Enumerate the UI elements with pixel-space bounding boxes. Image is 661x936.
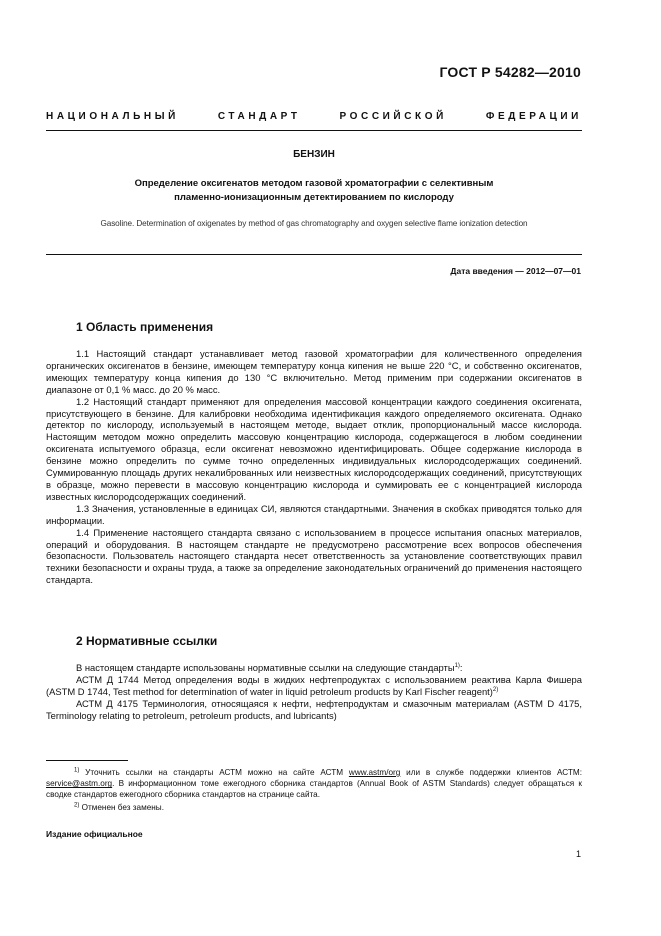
astm-email-link[interactable]: service@astm.org <box>46 779 113 789</box>
footnote-ref-2: 2) <box>492 686 499 693</box>
reference-astm-d1744 <box>46 674 582 698</box>
english-title: Gasoline. Determination of oxigenates by method of gas chromatography and oxygen selective flame ionization detection <box>100 219 528 228</box>
national-word-2: СТАНДАРТ <box>217 111 301 122</box>
section-1-heading: 1 Область применения <box>76 320 214 334</box>
footnote-1 <box>46 767 582 801</box>
footnote-1-text-a: Уточнить ссылки на стандарты АСТМ можно на сайте АСТМ <box>85 768 349 777</box>
national-standard-line <box>46 111 582 122</box>
official-edition-label: Издание официальное <box>46 829 143 839</box>
document-title: БЕНЗИН <box>293 149 335 160</box>
footnote-ref-1: 1) <box>454 662 460 669</box>
references-intro <box>46 662 582 674</box>
subtitle-line-2: пламенно-ионизационным детектированием по кислороду <box>174 192 454 203</box>
section-1-body <box>46 348 582 586</box>
header-rule <box>46 130 582 131</box>
title-rule <box>46 254 582 255</box>
subtitle-line-1: Определение оксигенатов методом газовой хроматографии с селективным <box>134 178 494 189</box>
astm-site-link[interactable]: www.astm/org <box>348 768 401 777</box>
paragraph-1-4: 1.4 Применение настоящего стандарта связано с использованием в процессе испытания опасных материалов, операций и оборудования. В настоящем стандарте не предусмотрено рассмотрение всех вопросов обеспечения безопасности. Пользователь настоящего стандарта несет ответственность за установление соответствующих правил техники безопасности и охраны труда, а также за определение законодательных ограничений до применения настоящего стандарта. <box>46 526 582 586</box>
footnote-2 <box>46 802 582 813</box>
standard-number: ГОСТ Р 54282—2010 <box>439 64 581 80</box>
footnote-1-text-c: . В информационном томе ежегодного сборника стандартов (Annual Book of ASTM Standards) следует обращаться к сводке стандартов ежегодного сборника стандартов на странице сайта. <box>46 779 582 800</box>
footnote-rule <box>46 760 128 761</box>
paragraph-1-2: 1.2 Настоящий стандарт применяют для определения массовой концентрации каждого соединения оксигената, присутствующего в бензине. Для калибровки необходима идентификация каждого определяемого оксигената. Однако детектор по кислороду, используемый в настоящем методе, выдает отклик, пропорциональный массе кислорода. Настоящим методом можно определить массовую концентрацию кислорода, содержащегося в любом соединении оксигената испытуемого образца, если оксигенат невозможно идентифицировать. Общее содержание кислорода в бензине можно определить по сумме точно определенных индивидуальных кислородсодержащих соединений. Суммированную площадь других некалиброванных или неизвестных кислородсодержащих соединений, присутствующих в образце, можно перевести в массовую концентрацию кислорода и суммировать ее с концентрацией кислорода известных кислородсодержащих соединений. <box>46 395 582 502</box>
section-2-body <box>46 662 582 722</box>
references-intro-text: В настоящем стандарте использованы нормативные ссылки на следующие стандарты <box>76 662 455 673</box>
document-subtitle <box>46 177 582 205</box>
footnote-2-text: Отменен без замены. <box>81 803 164 812</box>
references-intro-end: : <box>459 662 463 673</box>
paragraph-1-1: 1.1 Настоящий стандарт устанавливает метод газовой хроматографии для количественного определения органических оксигенатов в бензине, имеющем температуру конца кипения не выше 220 °С, и собственно оксигенатов, имеющих температуру конца кипения до 130 °С включительно. Метод применим при содержании оксигенатов в диапазоне от 0,1 % масс. до 20 % масс. <box>46 348 582 395</box>
page-number: 1 <box>575 849 581 859</box>
national-word-1: НАЦИОНАЛЬНЫЙ <box>46 111 179 122</box>
footnote-1-mark: 1) <box>74 767 80 774</box>
footnote-1-text-b: или в службе поддержки клиентов АСТМ: <box>400 768 582 777</box>
reference-1-text: АСТМ Д 1744 Метод определения воды в жидких нефтепродуктах с использованием реактива Карла Фишера (ASTM D 1744, Test method for determination of water in liquid petroleum products by Karl Fischer reagent) <box>46 673 582 697</box>
footnote-2-mark: 2) <box>74 802 80 809</box>
paragraph-1-3: 1.3 Значения, установленные в единицах СИ, являются стандартными. Значения в скобках приводятся только для информации. <box>46 502 582 526</box>
reference-astm-d4175: АСТМ Д 4175 Терминология, относящаяся к нефти, нефтепродуктам и смазочным материалам (ASTM D 4175, Terminology relating to petroleum, petroleum products, and lubricants) <box>46 697 582 721</box>
section-2-heading: 2 Нормативные ссылки <box>76 634 218 648</box>
introduction-date: Дата введения — 2012—07—01 <box>450 266 581 276</box>
national-word-4: ФЕДЕРАЦИИ <box>485 111 582 122</box>
national-word-3: РОССИЙСКОЙ <box>339 111 447 122</box>
